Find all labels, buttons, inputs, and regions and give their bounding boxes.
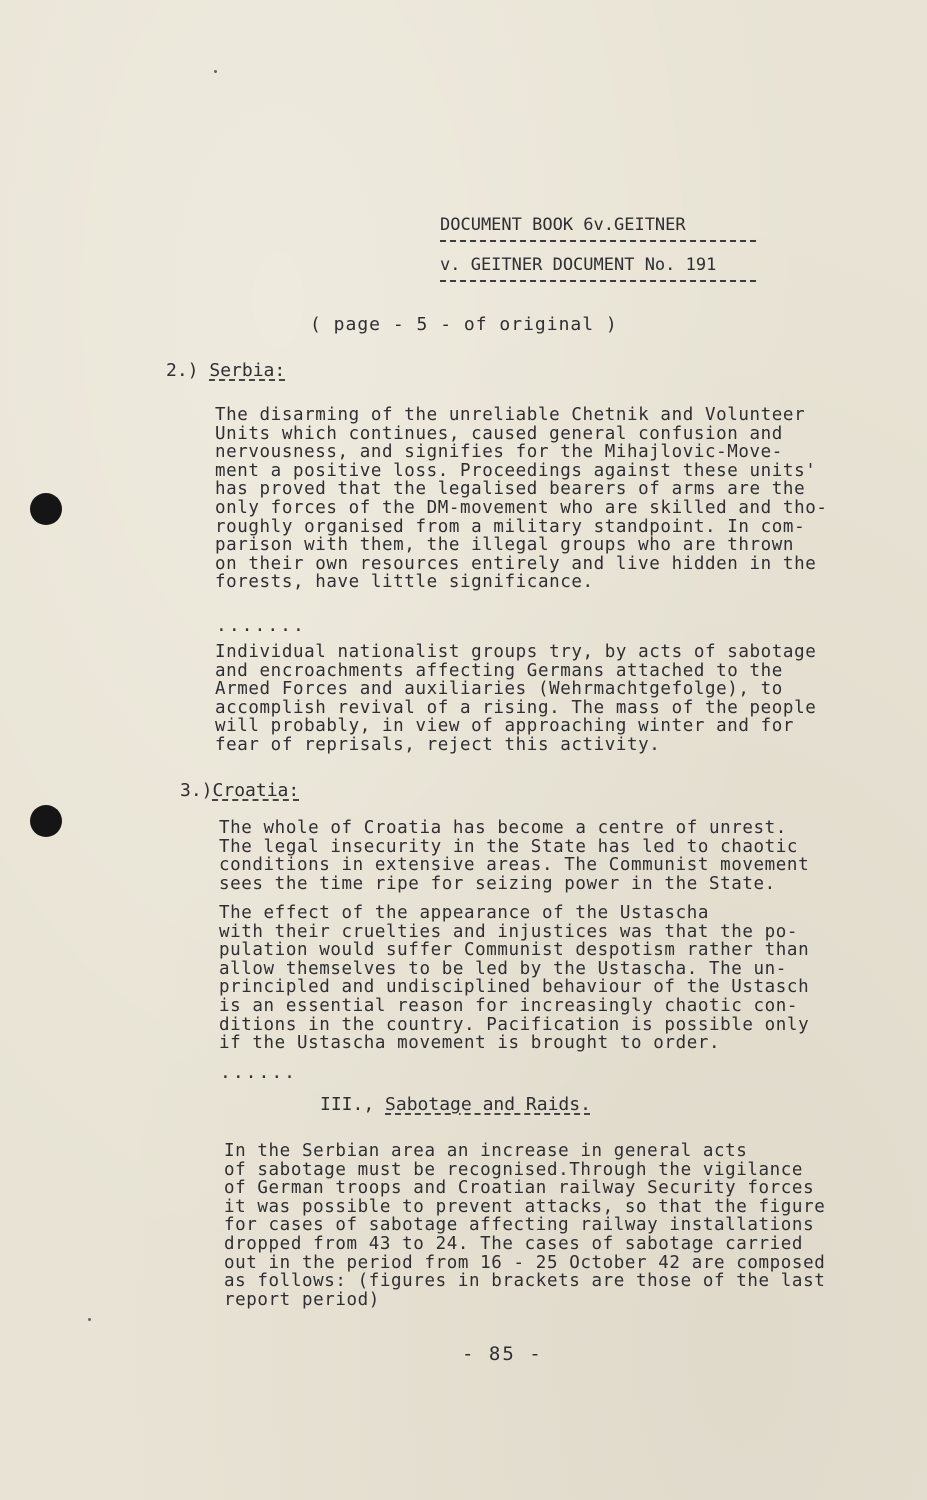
punch-hole-lower <box>30 805 62 837</box>
croatia-paragraph-1: The whole of Croatia has become a centre of unrest. The legal insecurity in the State has led to chaotic conditions in extensive areas. The Communist movement sees the time ripe for seizing power in the State. <box>219 818 810 894</box>
croatia-number: 3.) <box>180 780 213 801</box>
serbia-paragraph-2: Individual nationalist groups try, by acts of sabotage and encroachments affecting Germans attached to the Armed Forces and auxiliaries (Wehrmachtgefolge), to accomplish revival of a rising. The mass of the people will probably, in view of approaching winter and for fear of reprisals, reject this activity. <box>215 642 817 755</box>
header-divider <box>440 280 756 282</box>
serbia-heading <box>166 360 285 381</box>
sabotage-number: III., <box>320 1094 375 1115</box>
croatia-ellipsis: ...... <box>220 1062 298 1083</box>
croatia-heading <box>180 780 299 801</box>
ink-speck <box>214 70 217 73</box>
sabotage-title: Sabotage and Raids. <box>385 1094 591 1115</box>
original-page-reference: ( page - 5 - of original ) <box>310 314 618 335</box>
sabotage-paragraph-1: In the Serbian area an increase in general acts of sabotage must be recognised.Through the vigilance of German troops and Croatian railway Security forces it was possible to prevent attacks, so that the figure for cases of sabotage affecting railway installations dropped from 43 to 24. The cases of sabotage carried out in the period from 16 - 25 October 42 are composed as follows: (figures in brackets are those of the last report period) <box>224 1141 826 1310</box>
header-divider <box>440 240 756 242</box>
serbia-paragraph-1: The disarming of the unreliable Chetnik and Volunteer Units which continues, caused general confusion and nervousness, and signifies for the Mihajlovic-Move- ment a positive loss. Proceedings against these units' has proved that the legalised bearers of arms are the only forces of the DM-movement who are skilled and tho- roughly organised from a military standpoint. In com- parison with them, the illegal groups who are thrown on their own resources entirely and live hidden in the forests, have little significance. <box>215 405 828 593</box>
document-book-line: DOCUMENT BOOK 6v.GEITNER <box>440 215 686 235</box>
croatia-title: Croatia: <box>212 780 300 801</box>
punch-hole-upper <box>30 493 62 525</box>
serbia-number: 2.) <box>166 360 199 381</box>
serbia-ellipsis: ....... <box>216 615 306 636</box>
document-header <box>440 214 770 294</box>
serbia-title: Serbia: <box>209 360 286 381</box>
ink-speck <box>88 1318 91 1321</box>
sabotage-heading <box>320 1094 591 1115</box>
document-number-line: v. GEITNER DOCUMENT No. 191 <box>440 255 717 275</box>
page-number: - 85 - <box>462 1343 543 1365</box>
croatia-paragraph-2: The effect of the appearance of the Ustascha with their cruelties and injustices was that the po- pulation would suffer Communist despotism rather than allow themselves to be led by the Ustascha. The un- principled and undisciplined behaviour of the Ustasch is an essential reason for increasingly chaotic con- ditions in the country. Pacification is possible only if the Ustascha movement is brought to order. <box>219 903 810 1054</box>
